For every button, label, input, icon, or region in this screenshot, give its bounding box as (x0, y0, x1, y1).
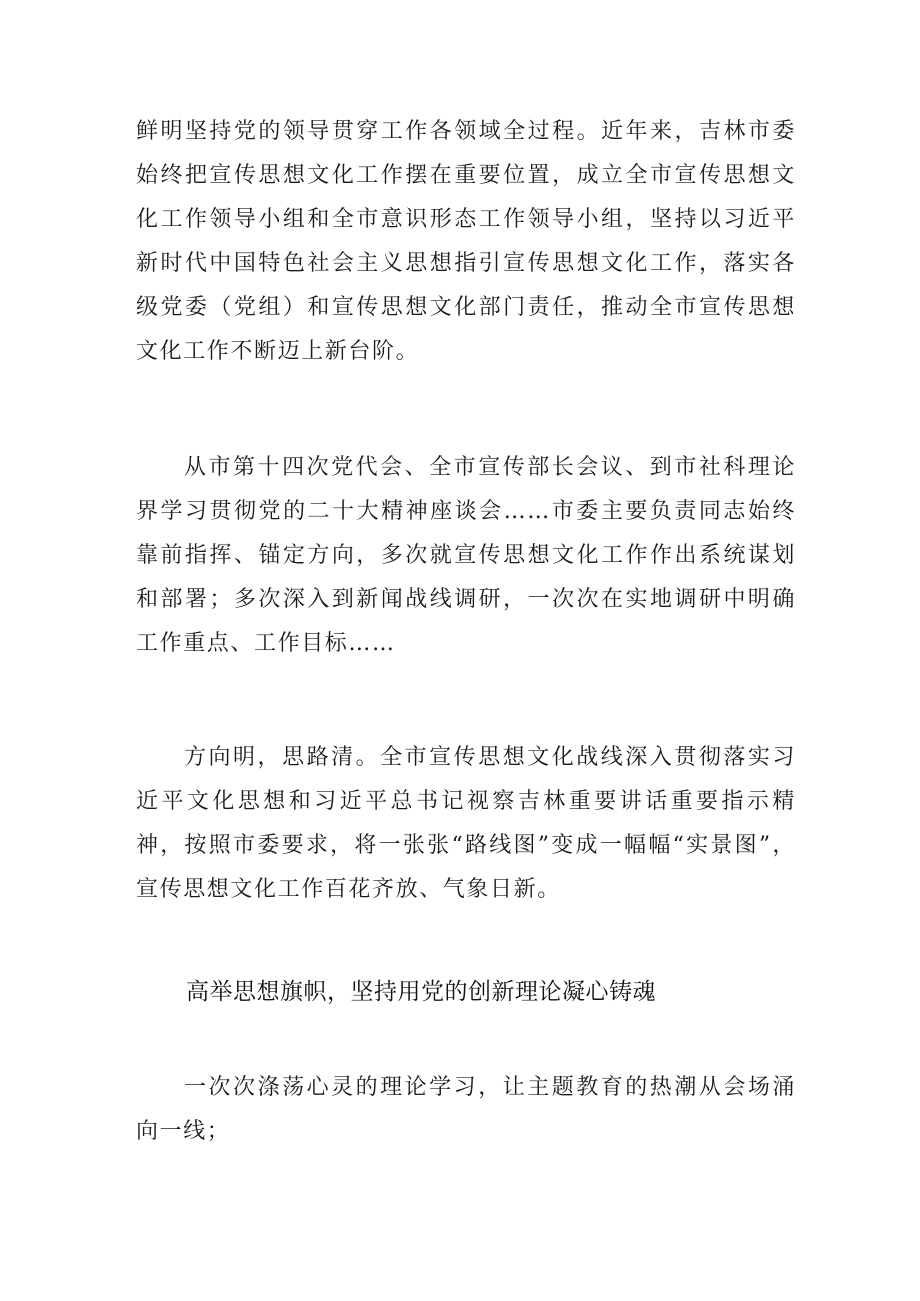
body-paragraph: 方向明，思路清。全市宣传思想文化战线深入贯彻落实习近平文化思想和习近平总书记视察吉林重要讲话重要指示精神，按照市委要求，将一张张“路线图”变成一幅幅“实景图”，宣传思想文化工作百花齐放、气象日新。 (136, 745, 796, 902)
body-paragraph: 一次次涤荡心灵的理论学习，让主题教育的热潮从会场涌向一线； (136, 1075, 796, 1144)
section-heading: 高举思想旗帜，坚持用党的创新理论凝心铸魂 (186, 979, 656, 1005)
body-paragraph: 鲜明坚持党的领导贯穿工作各领域全过程。近年来，吉林市委始终把宣传思想文化工作摆在重要位置，成立全市宣传思想文化工作领导小组和全市意识形态工作领导小组，坚持以习近平新时代中国特色社会主义思想指引宣传思想文化工作，落实各级党委（党组）和宣传思想文化部门责任，推动全市宣传思想文化工作不断迈上新台阶。 (136, 119, 796, 364)
body-paragraph: 从市第十四次党代会、全市宣传部长会议、到市社科理论界学习贯彻党的二十大精神座谈会……市委主要负责同志始终靠前指挥、锚定方向，多次就宣传思想文化工作作出系统谋划和部署；多次深入到新闻战线调研，一次次在实地调研中明确工作重点、工作目标…… (136, 455, 796, 656)
